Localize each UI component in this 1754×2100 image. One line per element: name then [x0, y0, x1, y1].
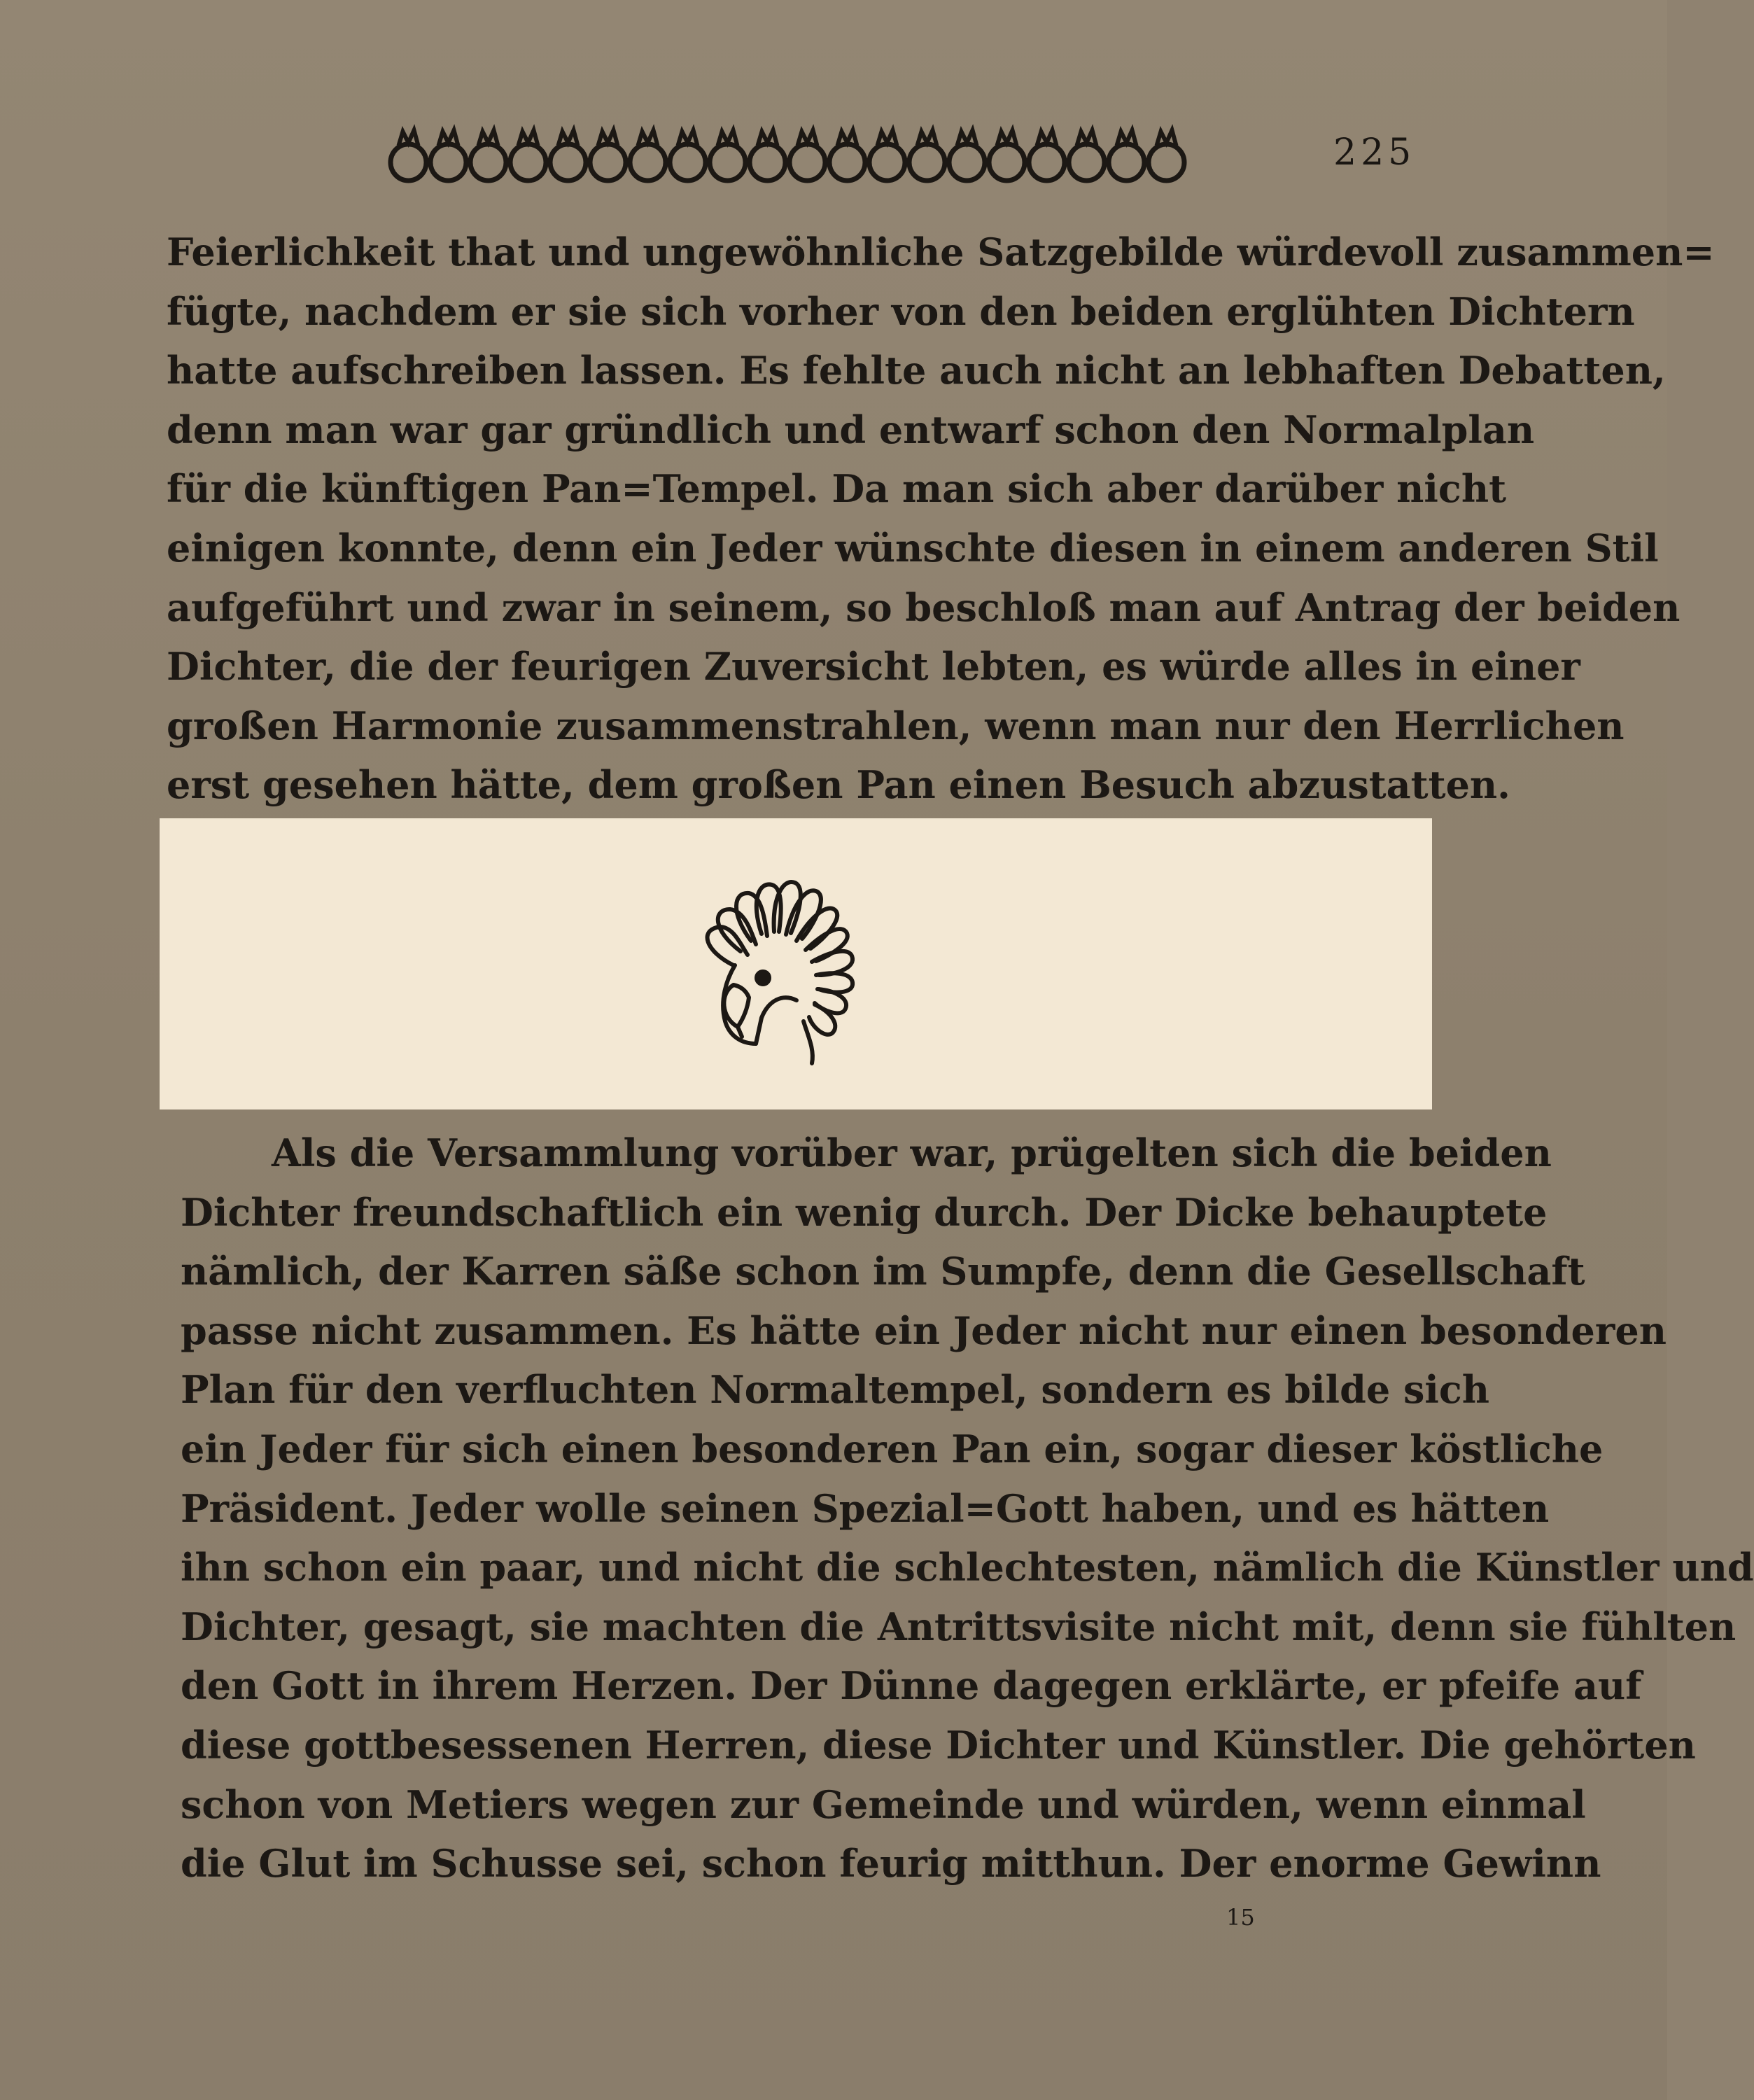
ornament-loop	[1109, 144, 1144, 181]
text-line: Präsident. Jeder wolle seinen Spezial=Gott haben, und es hätten	[181, 1485, 1550, 1531]
ornament-loop	[949, 144, 985, 181]
paragraph-2	[181, 1124, 1754, 1893]
ornament-loop	[1029, 144, 1065, 181]
header-ornament-icon	[388, 119, 1186, 189]
text-line: schon von Metiers wegen zur Gemeinde und würden, wenn einmal	[181, 1782, 1586, 1827]
ornament-loop	[470, 144, 506, 181]
text-line: erst gesehen hätte, dem großen Pan einen Besuch abzustatten.	[167, 762, 1510, 808]
ornament-loop	[630, 144, 666, 181]
text-line: denn man war gar gründlich und entwarf schon den Normalplan	[167, 407, 1535, 452]
ornament-loop	[750, 144, 785, 181]
text-line: nämlich, der Karren säße schon im Sumpfe, denn die Gesellschaft	[181, 1249, 1585, 1294]
text-line: den Gott in ihrem Herzen. Der Dünne dagegen erklärte, er pfeife auf	[181, 1663, 1642, 1709]
text-line: fügte, nachdem er sie sich vorher von den beiden erglühten Dichtern	[167, 288, 1635, 334]
text-line: Als die Versammlung vorüber war, prügelten sich die beiden	[272, 1130, 1552, 1175]
text-line: die Glut im Schusse sei, schon feurig mitthun. Der enorme Gewinn	[181, 1841, 1601, 1886]
text-line: Dichter, gesagt, sie machten die Antrittsvisite nicht mit, denn sie fühlten	[181, 1604, 1737, 1649]
text-line: Feierlichkeit that und ungewöhnliche Satzgebilde würdevoll zusammen=	[167, 230, 1715, 274]
text-line: hatte aufschreiben lassen. Es fehlte auch nicht an lebhaften Debatten,	[167, 348, 1666, 393]
ornament-loop	[430, 144, 466, 181]
text-line: Dichter, die der feurigen Zuversicht lebten, es würde alles in einer	[167, 644, 1580, 690]
ornament-loop	[790, 144, 825, 181]
text-line: ihn schon ein paar, und nicht die schlechtesten, nämlich die Künstler und	[181, 1545, 1754, 1590]
text-line: für die künftigen Pan=Tempel. Da man sich aber darüber nicht	[167, 466, 1507, 512]
cockatoo-head-icon	[692, 860, 901, 1070]
ornament-loop	[1069, 144, 1104, 181]
text-line: aufgeführt und zwar in seinem, so beschloß man auf Antrag der beiden	[167, 584, 1681, 630]
ornament-loop	[909, 144, 945, 181]
signature-mark: 15	[1226, 1904, 1255, 1931]
ornament-loop	[869, 144, 905, 181]
text-line: Plan für den verfluchten Normaltempel, sondern es bilde sich	[181, 1367, 1490, 1413]
ornament-loop	[550, 144, 586, 181]
ornament-loop	[829, 144, 865, 181]
vignette-panel	[160, 818, 1432, 1110]
ornament-loop	[590, 144, 626, 181]
ornament-loop	[670, 144, 706, 181]
text-line: diese gottbesessenen Herren, diese Dichter und Künstler. Die gehörten	[181, 1722, 1696, 1768]
text-line: einigen konnte, denn ein Jeder wünschte diesen in einem anderen Stil	[167, 525, 1659, 570]
ornament-loop	[989, 144, 1025, 181]
ornament-loop	[710, 144, 745, 181]
ornament-loop	[391, 144, 426, 181]
paragraph-1	[167, 223, 1715, 815]
ornament-loop	[1149, 144, 1184, 181]
page-number: 225	[1333, 132, 1416, 174]
text-line: passe nicht zusammen. Es hätte ein Jeder nicht nur einen besonderen	[181, 1308, 1667, 1353]
ornament-loop	[510, 144, 546, 181]
text-line: großen Harmonie zusammenstrahlen, wenn man nur den Herrlichen	[167, 703, 1625, 748]
text-line: ein Jeder für sich einen besonderen Pan ein, sogar dieser köstliche	[181, 1426, 1604, 1471]
text-line: Dichter freundschaftlich ein wenig durch. Der Dicke behauptete	[181, 1189, 1548, 1235]
